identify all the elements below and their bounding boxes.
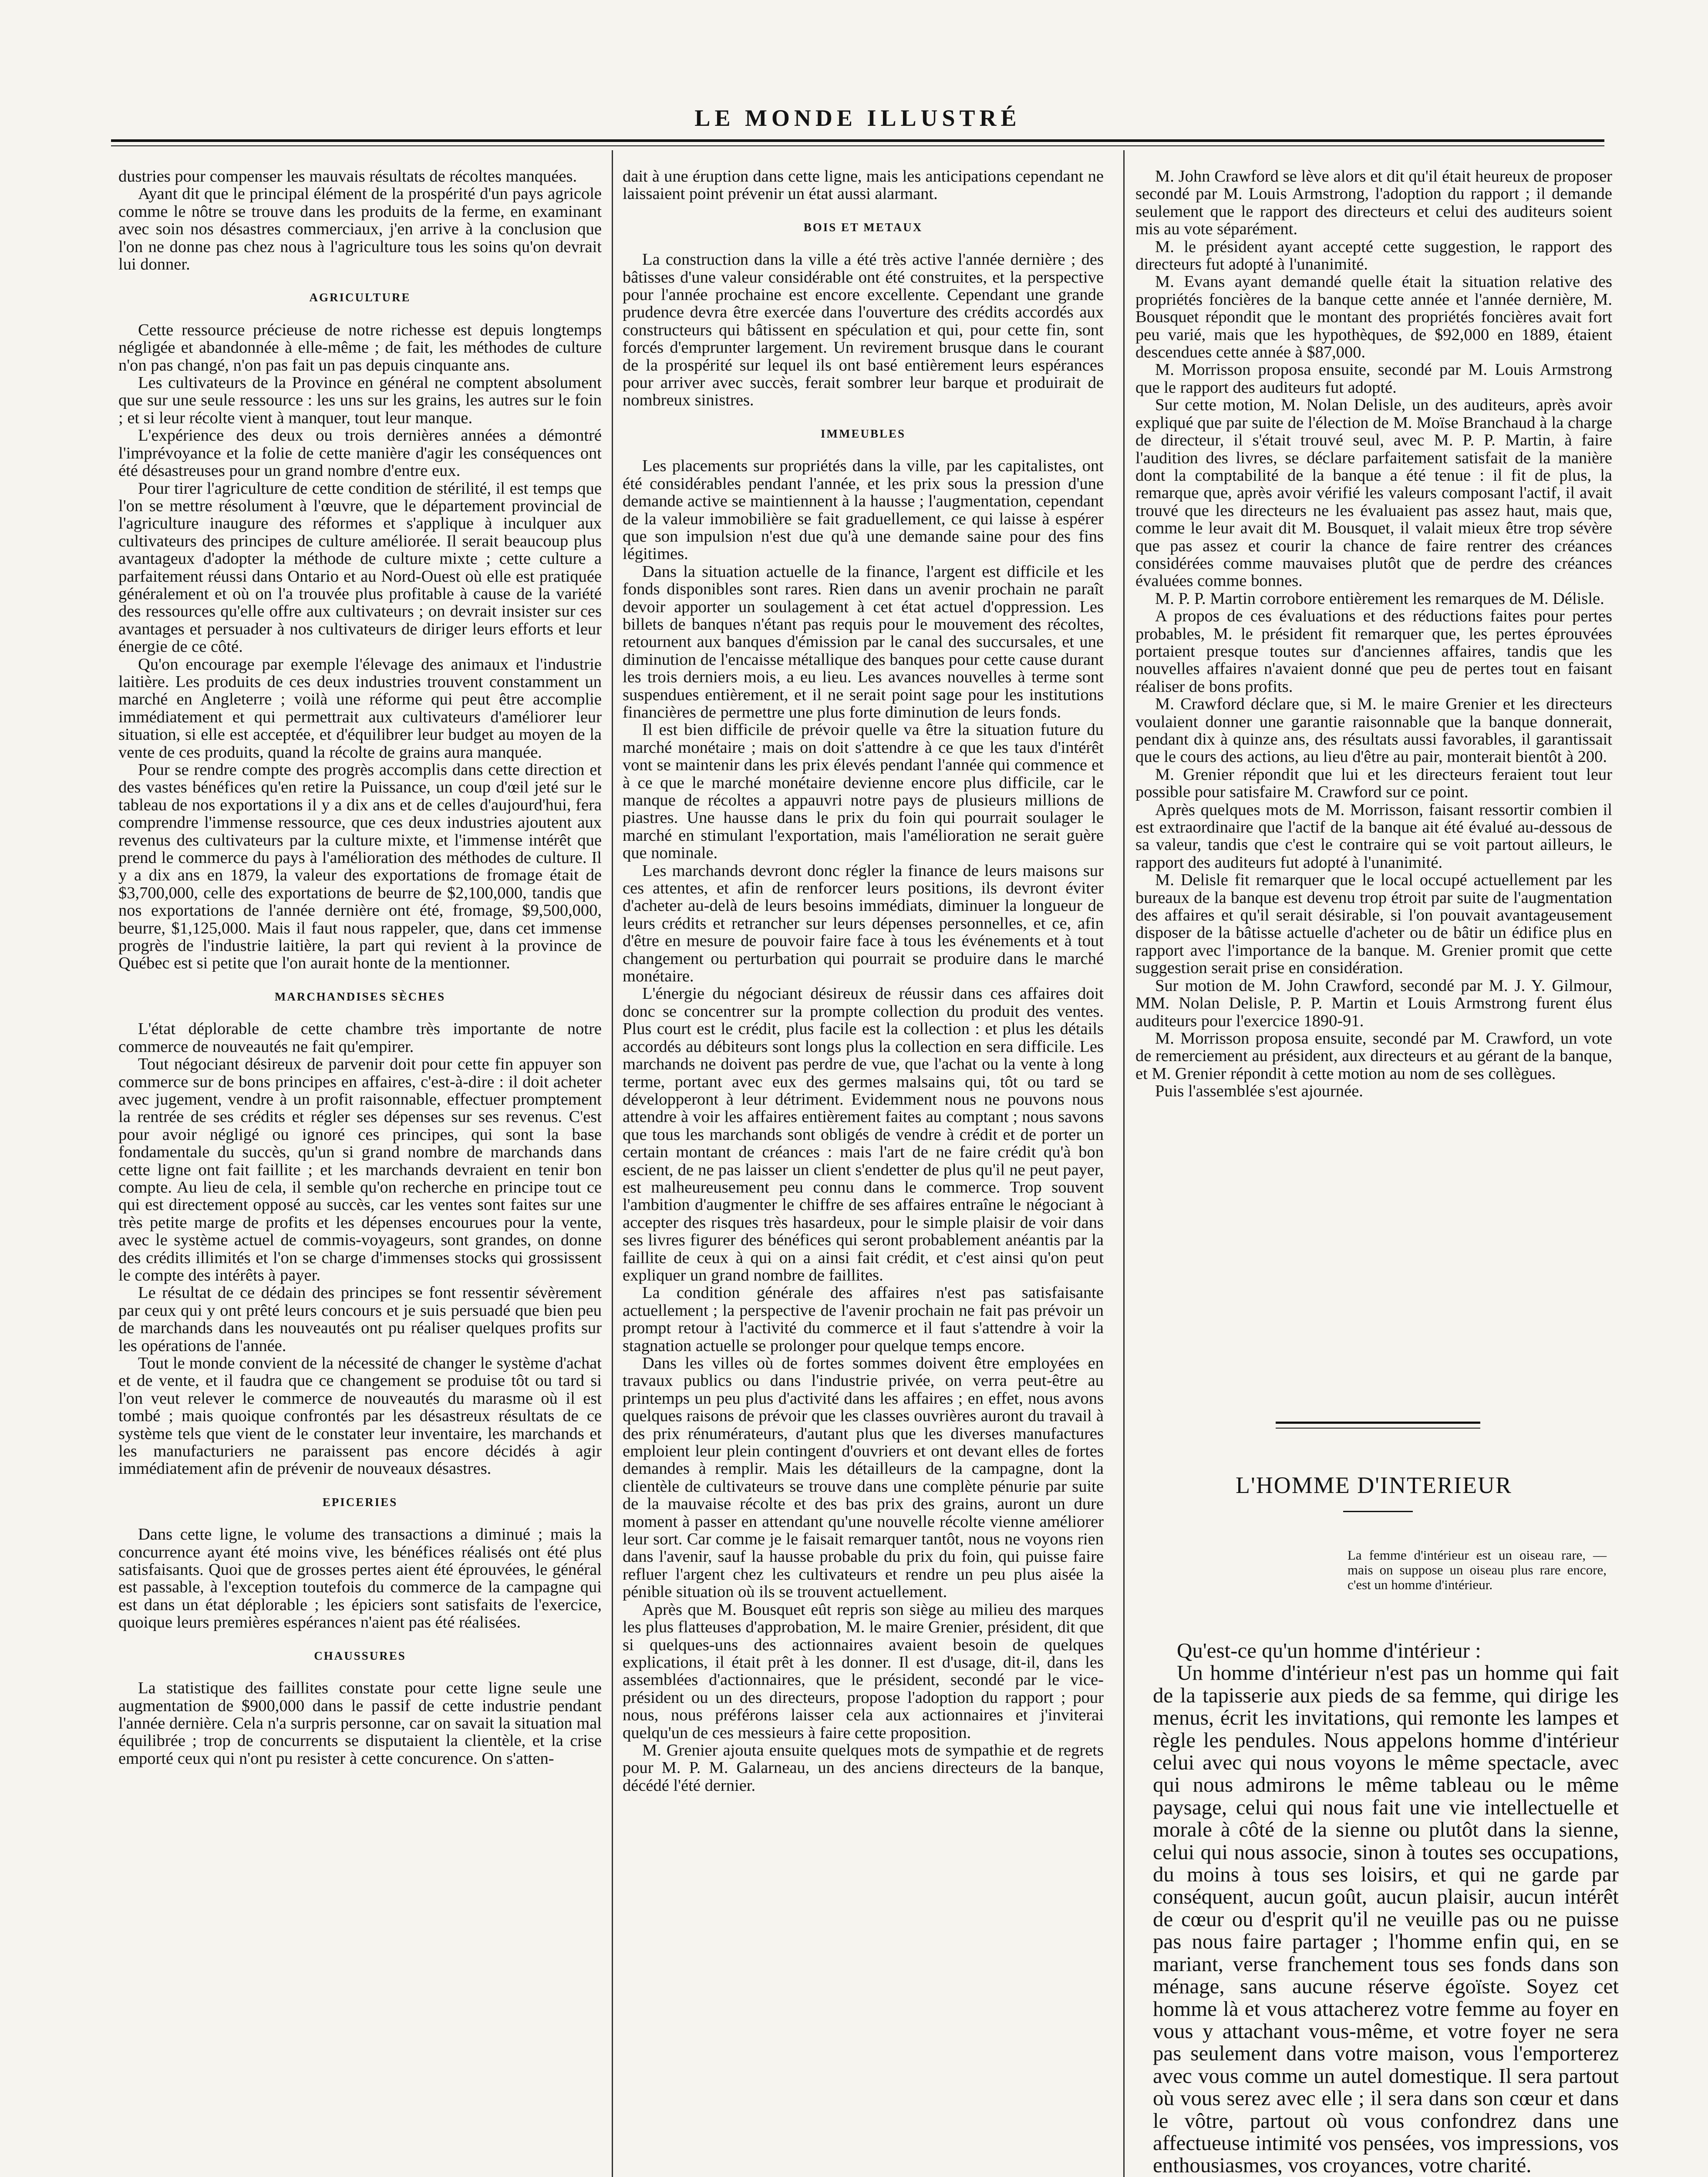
essay [1153,1639,1619,2177]
paragraph: Tout négociant désireux de parvenir doit pour cette fin appuyer son commerce sur de bons principes en affaires, c'est-à-dire : il doit acheter avec jugement, vendre à un profit raisonnable, effectuer promptement la rentrée de ses crédits et régler ses dépenses sur ses revenus. C'est pour avoir négligé ou ignoré ces principes, qui sont la base fondamentale du succès, qu'un si grand nombre de marchands dans cette ligne ont fait faillite ; et les marchands devraient en tenir bon compte. Au lieu de cela, il semble qu'on recherche en principe tout ce qui est directement opposé au succès, car les ventes sont faites sur une très petite marge de profits et les dépenses encourues pour la vente, avec le système actuel de commis-voyageurs, sont grandes, on donne des crédits illimités et l'on se charge d'immenses stocks qui grossissent le compte des intérêts à payer. [118,1055,602,1284]
essay-question: Qu'est-ce qu'un homme d'intérieur : [1177,1638,1481,1662]
paragraph: Pour tirer l'agriculture de cette condition de stérilité, il est temps que l'on se mettre résolument à l'œuvre, que le département provincial de l'agriculture inaugure des réformes et s'applique à inculquer aux cultivateurs des principes de culture améliorée. Il serait beaucoup plus avantageux d'adopter la méthode de culture mixte ; cette culture a parfaitement réussi dans Ontario et au Nord-Ouest où elle est pratiquée généralement et où on l'a trouvée plus profitable à cause de la variété des ressources qu'elle offre aux cultivateurs ; on devrait insister sur ces avantages et persuader à nos cultivateurs de diriger leurs efforts et leur énergie de ce côté. [118,479,602,656]
article-title: L'HOMME D'INTERIEUR [1236,1472,1512,1498]
paragraph: M. Crawford déclare que, si M. le maire Grenier et les directeurs voulaient donner une garantie raisonnable que la banque donnerait, pendant dix à quinze ans, des résultats aussi favorables, il garantissait que le cours des actions, au lieu d'être au pair, monterait bientôt à 200. [1135,695,1612,766]
masthead-rule-thin [111,145,1604,146]
paragraph: Le résultat de ce dédain des principes se font ressentir sévèrement par ceux qui y ont prêté leurs concours et je suis persuadé que bien peu de marchands dans les nouveautés ont pu réaliser quelques profits sur les opérations de l'année. [118,1284,602,1355]
paragraph: Pour se rendre compte des progrès accomplis dans cette direction et des vastes bénéfices qu'en retire la Puissance, un coup d'œil jeté sur le tableau de nos exportations il y a dix ans et de celles d'aujourd'hui, fera comprendre l'immense ressource, que ces deux industries ajoutent aux revenus des cultivateurs par la culture mixte, et l'immense intérêt que prend le commerce du pays à l'amélioration des méthodes de culture. Il y a dix ans en 1879, la valeur des exportations de fromage était de $3,700,000, celle des exportations de beurre de $2,100,000, tandis que nos exportations de l'année dernière ont été, fromage, $9,500,000, beurre, $1,125,000. Mais il faut nous rappeler, que, dans cet immense progrès de l'industrie laitière, la part qui revient à la province de Québec est si petite que l'on aurait honte de la mentionner. [118,761,602,973]
masthead-rule [111,139,1604,142]
paragraph: L'état déplorable de cette chambre très importante de notre commerce de nouveautés ne fait qu'empirer. [118,1020,602,1056]
paragraph: Après que M. Bousquet eût repris son siège au milieu des marques les plus flatteuses d'approbation, M. le maire Grenier, président, dit que si quelques-uns des actionnaires avaient besoin de quelques explications, il était prêt à les donner. Il est d'usage, dit-il, dans les assemblées d'actionnaires, que le président, secondé par le vice-président ou un des directeurs, propose l'adoption du rapport ; pour nous, nous préférons laisser cela aux actionnaires et j'inviterai quelqu'un de ces messieurs à faire cette proposition. [623,1600,1104,1742]
article-separator-thin [1276,1428,1480,1429]
section-heading-chaussures: CHAUSSURES [314,1649,406,1662]
paragraph: Les placements sur propriétés dans la ville, par les capitalistes, ont été considérables pendant l'année, et les prix sous la pression d'une demande active se maintiennent à la hausse ; l'augmentation, cependant de la valeur immobilière se fait graduellement, ce qui laisse à espérer que son impulsion n'est due qu'à une demande saine pour des fins légitimes. [623,457,1104,563]
paragraph: Qu'on encourage par exemple l'élevage des animaux et l'industrie laitière. Les produits de ces deux industries trouvent constamment un marché en Angleterre ; voilà une réforme qui peut être accomplie immédiatement et qui permettrait aux cultivateurs d'améliorer leur situation, si elle est acceptée, et d'équilibrer leur budget au moyen de la vente de ces produits, quand la récolte de grains aura manquée. [118,655,602,762]
paragraph: Dans la situation actuelle de la finance, l'argent est difficile et les fonds disponibles sont rares. Rien dans un avenir prochain ne paraît devoir apporter un soulagement à cet état actuel d'oppression. Les billets de banques n'étant pas requis pour le mouvement des récoltes, retournent aux banques d'émission par le canal des succursales, et une diminution de l'encaisse métallique des banques pour cette cause durant les trois derniers mois, a eu lieu. Les avances nouvelles à terme sont suspendues entièrement, et il ne serait point sage pour les institutions financières de permettre une plus forte diminution de leurs fonds. [623,562,1104,721]
paragraph: Puis l'assemblée s'est ajournée. [1155,1082,1363,1101]
paragraph: M. Morrisson proposa ensuite, secondé par M. Crawford, un vote de remerciement au président, aux directeurs et au gérant de la banque, et M. Grenier répondit à cette motion au nom de ses collègues. [1135,1029,1612,1083]
paragraph: M. P. P. Martin corrobore entièrement les remarques de M. Délisle. [1155,589,1604,608]
section-heading-bois-metaux: BOIS ET METAUX [803,220,923,234]
paragraph: M. John Crawford se lève alors et dit qu'il était heureux de proposer secondé par M. Louis Armstrong, l'adoption du rapport ; il demande seulement que le rapport des directeurs et celui des auditeurs soient mis au vote séparément. [1135,168,1612,239]
paragraph: La condition générale des affaires n'est pas satisfaisante actuellement ; la perspective de l'avenir prochain ne fait pas prévoir un prompt retour à l'activité du commerce et il faut s'attendre à voir la stagnation actuelle se prolonger pour quelque temps encore. [623,1284,1104,1355]
column-2 [623,168,1104,2177]
section-heading-immeubles: IMMEUBLES [820,427,906,440]
paragraph: M. le président ayant accepté cette suggestion, le rapport des directeurs fut adopté à l'unanimité. [1135,237,1612,274]
essay-paragraph: Un homme d'intérieur n'est pas un homme qui fait de la tapisserie aux pieds de sa femme, qui dirige les menus, écrit les invitations, qui remonte les lampes et règle les pendules. Nous appelons homme d'intérieur celui avec qui nous voyons le même spectacle, avec qui nous admirons le même tableau ou le même paysage, celui qui nous fait une vie intellectuelle et morale à côté de la sienne ou plutôt dans la sienne, celui qui nous associe, sinon à toutes ses occupations, du moins à tous ses loisirs, et qui ne garde par conséquent, aucun goût, aucun plaisir, aucun intérêt de cœur ou d'esprit qu'il ne veuille pas ou ne puisse pas nous faire partager ; l'homme enfin qui, en se mariant, verse franchement tous ses fonds dans son ménage, sans aucune réserve égoïste. Soyez cet homme là et vous attacherez votre femme au foyer en vous y attachant vous-même, et votre foyer ne sera pas seulement dans votre maison, vous l'emporterez avec vous comme un autel domestique. Il sera partout où vous serez avec elle ; il sera dans son cœur et dans le vôtre, partout où vous confondrez dans une affectueuse intimité vos pensées, vos impressions, vos enthousiasmes, vos croyances, votre charité. [1153,1661,1619,2177]
paragraph: M. Evans ayant demandé quelle était la situation relative des propriétés foncières de la banque cette année et l'année dernière, M. Bousquet répondit que le montant des propriétés foncières avait fort peu varié, mais que les hypothèques, de $92,000 en 1889, étaient descendues cette année à $87,000. [1135,273,1612,362]
masthead: LE MONDE ILLUSTRÉ [694,105,1021,131]
section-heading-epiceries: EPICERIES [322,1495,398,1509]
paragraph: Dans les villes où de fortes sommes doivent être employées en travaux publics ou dans l'industrie privée, on verra peut-être au printemps un peu plus d'activité dans les affaires ; en effet, nous avons quelques raisons de prévoir que les classes ouvrières auront du travail à des prix rénumérateurs, d'autant plus que les diverses manufactures emploient leur plein contingent d'ouvriers et ont devant elles de fortes demandes à remplir. Mais les détailleurs de la campagne, dont la clientèle de cultivateurs se trouve dans une complète pénurie par suite de la mauvaise récolte et des bas prix des grains, auront un dure moment à passer en attendant qu'une nouvelle récolte vienne améliorer leur sort. Car comme je le faisait remarquer tantôt, nous ne voyons rien dans l'avenir, sauf la hausse probable du prix du foin, qui puisse faire refluer l'argent chez les cultivateurs et rendre un peu plus aisée la pénible situation où ils se trouvent actuellement. [623,1354,1104,1601]
paragraph: L'expérience des deux ou trois dernières années a démontré l'imprévoyance et la folie de cette manière d'agir les conséquences ont été désastreuses pour un grand nombre d'entre eux. [118,426,602,480]
paragraph: La statistique des faillites constate pour cette ligne seule une augmentation de $900,000 dans le passif de cette industrie pendant l'année dernière. Cela n'a surpris personne, car on savait la situation mal équilibrée ; trop de concurrents se disputaient la clientèle, et la crise emporté ceux qui n'ont pu resister à cette concurence. On s'atten- [118,1679,602,1768]
paragraph: dait à une éruption dans cette ligne, mais les anticipations cependant ne laissaient point prévenir un état aussi alarmant. [623,168,1104,203]
paragraph: Sur cette motion, M. Nolan Delisle, un des auditeurs, après avoir expliqué que par suite de l'élection de M. Moïse Branchaud à la charge de directeur, il s'était trouvé seul, avec M. P. P. Martin, à faire l'audition des livres, se déclare parfaitement satisfait de la manière dont la comptabilité de la banque a été tenue : il fit de plus, la remarque que, après avoir vérifié les valeurs composant l'actif, il avait trouvé que les directeurs ne les évaluaient pas assez haut, mais que, comme le leur avait dit M. Bousquet, il valait mieux être trop sévère que pas assez et courir la chance de faire rentrer des créances considérées comme mauvaises plutôt que de perdre des créances évaluées comme bonnes. [1135,396,1612,590]
paragraph: Dans cette ligne, le volume des transactions a diminué ; mais la concurrence ayant été moins vive, les bénéfices réalisés ont été plus satisfaisants. Quoi que de grosses pertes aient été éprouvées, le général est passable, à l'exception toutefois du commerce de la campagne qui est dans un état déplorable ; les épiciers sont satisfaits de l'exercice, quoique leurs premières espérances n'aient pas été réalisées. [118,1525,602,1632]
title-underline [1343,1511,1413,1512]
paragraph: dustries pour compenser les mauvais résultats de récoltes manquées. [118,168,577,185]
paragraph: Après quelques mots de M. Morrisson, faisant ressortir combien il est extraordinaire que l'actif de la banque ait été évalué au-dessous de sa valeur, tandis que c'est le contraire qui se voit partout ailleurs, le rapport des auditeurs fut adopté à l'unanimité. [1135,800,1612,872]
column-3 [1135,168,1612,1500]
paragraph: Cette ressource précieuse de notre richesse est depuis longtemps négligée et abandonnée à elle-même ; de fait, les méthodes de culture n'on pas changé, n'on pas fait un pas depuis cinquante ans. [118,320,602,374]
paragraph: M. Delisle fit remarquer que le local occupé actuellement par les bureaux de la banque est devenu trop étroit par suite de l'augmentation des affaires et qu'il serait désirable, si l'on pouvait avantageusement disposer de la bâtisse actuelle d'acheter ou de bâtir un édifice plus en rapport avec l'importance de la banque. M. Grenier promit que cette suggestion serait prise en considération. [1135,871,1612,977]
paragraph: M. Grenier ajouta ensuite quelques mots de sympathie et de regrets pour M. P. M. Galarneau, un des anciens directeurs de la banque, décédé l'été dernier. [623,1741,1104,1795]
paragraph: La construction dans la ville a été très active l'année dernière ; des bâtisses d'une valeur considérable ont été construites, et la perspective pour l'année prochaine est encore excellente. Cependant une grande prudence devra être exercée dans l'ouverture des crédits accordés aux constructeurs qui bâtissent en spéculation et qui, pour cette fin, sont forcés d'emprunter largement. Un revirement brusque dans le courant de la prospérité sur lequel ils ont basé entièrement leurs espérances pour arriver avec succès, ferait sombrer leur barque et produirait de nombreux sinistres. [623,250,1104,410]
section-heading-marchandises: MARCHANDISES SÈCHES [274,990,446,1003]
epigraph: La femme d'intérieur est un oiseau rare, — mais on suppose un oiseau plus rare encore, c'est un homme d'intérieur. [1348,1547,1607,1592]
paragraph: Les cultivateurs de la Province en général ne comptent absolument que sur une seule ressource : les uns sur les grains, les autres sur le foin ; et si leur récolte vient à manquer, tout leur manque. [118,374,602,427]
paragraph: Sur motion de M. John Crawford, secondé par M. J. Y. Gilmour, MM. Nolan Delisle, P. P. Martin et Louis Armstrong furent élus auditeurs pour l'exercice 1890-91. [1135,976,1612,1030]
paragraph: L'énergie du négociant désireux de réussir dans ces affaires doit donc se concentrer sur la prompte collection du produit des ventes. Plus court est le crédit, plus facile est la collection : et plus les détails accordés au débiteurs sont longs plus la collection en sera difficile. Les marchands ne doivent pas perdre de vue, que l'achat ou la vente à long terme, portant avec eux des germes malsains qui, tôt ou tard se développeront à leur détriment. Evidemment nous ne pouvons nous attendre à voir les affaires entièrement faites au comptant ; nous savons que tous les marchands sont obligés de vendre à crédit et de porter un certain montant de créances : mais l'art de ne faire crédit qu'à bon escient, de ne pas laisser un client s'endetter de plus qu'il ne peut payer, est malheureusement peu connu dans le commerce. Trop souvent l'ambition d'augmenter le chiffre de ses affaires entraîne le négociant à accepter des risques très hasardeux, pour le simple plaisir de voir dans ses livres figurer des bénéfices qui seront probablement anéantis par la faillite de ceux à qui on a ainsi fait crédit, et c'est ainsi qu'on peut expliquer un grand nombre de faillites. [623,984,1104,1284]
paragraph: M. Grenier répondit que lui et les directeurs feraient tout leur possible pour satisfaire M. Crawford sur ce point. [1135,765,1612,802]
paragraph: Ayant dit que le principal élément de la prospérité d'un pays agricole comme le nôtre se trouve dans les produits de la ferme, en examinant avec soin nos désastres commerciaux, j'en arrive à la conclusion que l'on ne donne pas chez nous à l'agriculture tous les soins qu'on devrait lui donner. [118,185,602,274]
article-separator [1276,1422,1480,1424]
paragraph: Tout le monde convient de la nécessité de changer le système d'achat et de vente, et il faudra que ce changement se produise tôt ou tard si l'on veut relever le commerce de nouveautés du marasme où il est tombé ; mais quoique confrontés par les désastreux résultats de ce système tels que vient de le constater leur inventaire, les marchands et les manufacturiers ne paraissent pas encore décidés à agir immédiatement afin de prévenir de nouveaux désastres. [118,1354,602,1478]
paragraph: A propos de ces évaluations et des réductions faites pour pertes probables, M. le président fit remarquer que, les pertes éprouvées portaient presque toutes sur d'anciennes affaires, tandis que les nouvelles affaires n'avaient donné que peu de pertes tout en faisant réaliser de bons profits. [1135,607,1612,696]
paragraph: Il est bien difficile de prévoir quelle va être la situation future du marché monétaire ; mais on doit s'attendre à ce que les taux d'intérêt vont se maintenir dans les prix élevés pendant l'année qui commence et à ce que le marché monétaire devienne encore plus difficile, car le manque de récoltes a appauvri notre pays de plusieurs millions de piastres. Une hausse dans le prix du foin qui pourrait soulager le marché en stimulant l'exportation, mais l'amélioration ne serait guère que nominale. [623,721,1104,863]
column-1 [118,168,602,2177]
paragraph: M. Morrisson proposa ensuite, secondé par M. Louis Armstrong que le rapport des auditeurs fut adopté. [1135,361,1612,397]
paragraph: Les marchands devront donc régler la finance de leurs maisons sur ces attentes, et afin de renforcer leurs positions, ils devront éviter d'acheter au-delà de leurs besoins immédiats, diminuer la longueur de leurs crédits et retrancher sur leurs dépenses personnelles, et ce, afin d'être en mesure de pouvoir faire face à tous les événements et à tout changement ou perturbation qui pourrait se produire dans le marché monétaire. [623,861,1104,986]
column-divider [612,150,613,2177]
column-divider [1123,150,1125,2177]
section-heading-agriculture: AGRICULTURE [309,291,411,304]
